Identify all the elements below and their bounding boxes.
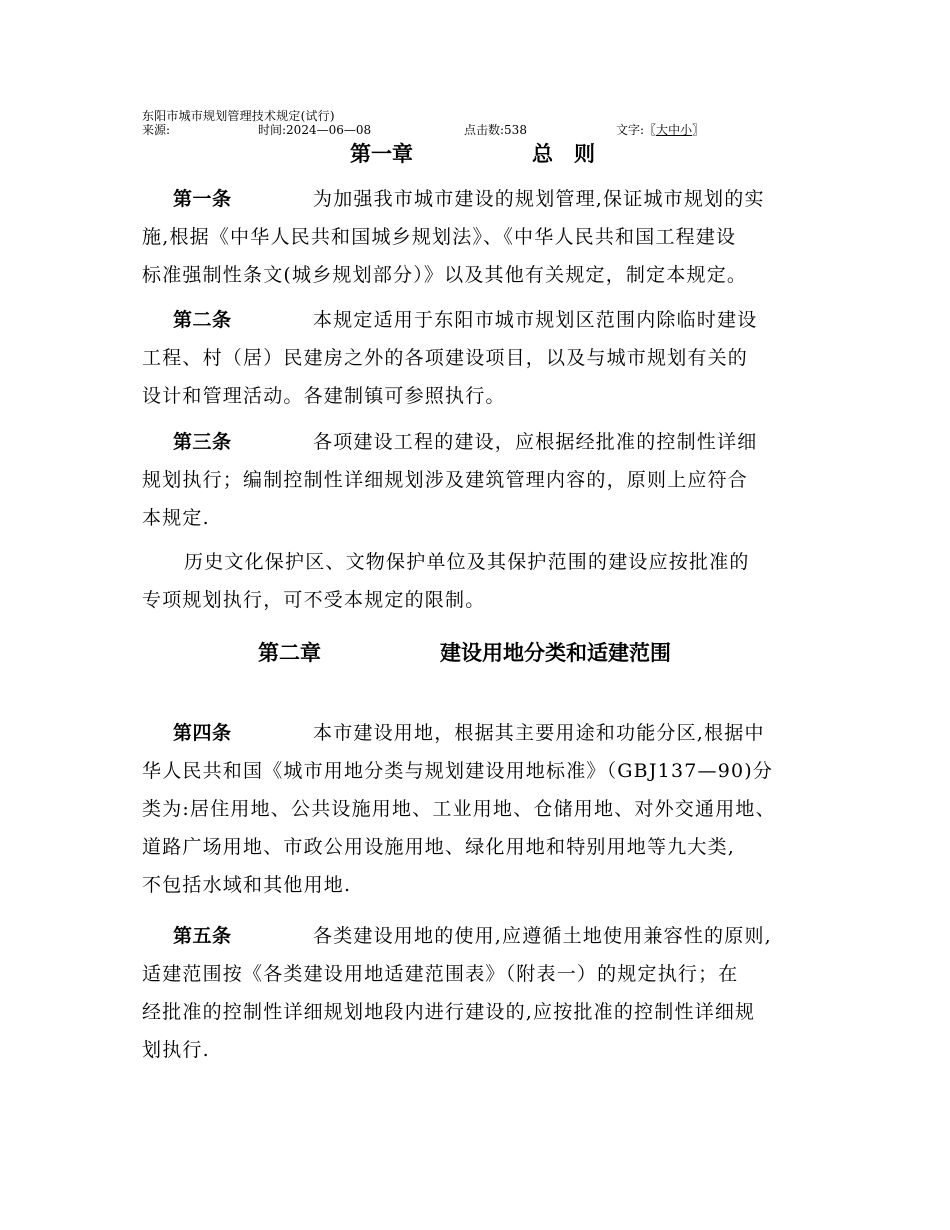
paragraph-line: 历史文化保护区、文物保护单位及其保护范围的建设应按批准的 (184, 551, 750, 573)
article-line: 类为:居住用地、公共设施用地、工业用地、仓储用地、对外交通用地、 (142, 798, 776, 820)
font-size-label: 文字:〖 (616, 123, 657, 137)
article-line: 工程、村（居）民建房之外的各项建设项目，以及与城市规划有关的 (142, 347, 749, 369)
article-text: 本市建设用地，根据其主要用途和功能分区,根据中 (313, 722, 765, 744)
publish-time: 时间:2024—06—08 (258, 123, 372, 137)
article-line (142, 917, 822, 955)
chapter-2-title: 建设用地分类和适建范围 (440, 640, 671, 665)
meta-info-row (142, 123, 782, 139)
article-3 (142, 423, 822, 537)
font-size-switcher (616, 123, 704, 137)
article-4 (142, 714, 822, 904)
source-label: 来源: (142, 123, 171, 137)
font-size-small-link[interactable]: 小 (680, 123, 693, 137)
article-text: 为加强我市城市建设的规划管理,保证城市规划的实 (313, 188, 765, 210)
chapter-2-heading (258, 640, 708, 666)
chapter-1-heading (350, 141, 610, 167)
chapter-2-number: 第二章 (258, 640, 321, 665)
click-count: 点击数:538 (464, 123, 527, 137)
article-line: 适建范围按《各类建设用地适建范围表》（附表一）的规定执行；在 (142, 963, 739, 985)
article-line (142, 180, 822, 218)
font-size-large-link[interactable]: 大 (656, 123, 669, 137)
article-label: 第三条 (173, 431, 232, 453)
article-label: 第四条 (173, 722, 232, 744)
article-text: 各类建设用地的使用,应遵循土地使用兼容性的原则, (313, 925, 772, 947)
article-text: 本规定适用于东阳市城市规划区范围内除临时建设 (313, 309, 758, 331)
font-size-close: 〗 (692, 123, 705, 137)
article-line: 经批准的控制性详细规划地段内进行建设的,应按批准的控制性详细规 (142, 1001, 756, 1023)
article-line (142, 714, 822, 752)
article-label: 第一条 (173, 188, 232, 210)
history-paragraph (142, 543, 822, 619)
document-title: 东阳市城市规划管理技术规定(试行) (142, 109, 335, 123)
article-line: 华人民共和国《城市用地分类与规划建设用地标准》（GBJ137—90)分 (142, 760, 774, 782)
article-1 (142, 180, 822, 294)
article-line: 道路广场用地、市政公用设施用地、绿化用地和特别用地等九大类, (142, 836, 736, 858)
article-line: 规划执行；编制控制性详细规划涉及建筑管理内容的，原则上应符合 (142, 469, 749, 491)
paragraph-line: 专项规划执行，可不受本规定的限制。 (142, 589, 486, 611)
article-label: 第二条 (173, 309, 232, 331)
article-2 (142, 301, 822, 415)
article-line: 施,根据《中华人民共和国城乡规划法》、《中华人民共和国工程建设 (142, 226, 737, 248)
article-label: 第五条 (173, 925, 232, 947)
article-line: 标准强制性条文(城乡规划部分）》以及其他有关规定，制定本规定。 (142, 264, 748, 286)
article-line: 本规定. (142, 507, 210, 529)
article-line (142, 301, 822, 339)
chapter-1-number: 第一章 (350, 141, 413, 166)
article-line (142, 423, 822, 461)
article-line: 不包括水域和其他用地. (142, 874, 352, 896)
chapter-1-title: 总 则 (532, 141, 595, 166)
font-size-medium-link[interactable]: 中 (668, 123, 681, 137)
article-line: 设计和管理活动。各建制镇可参照执行。 (142, 385, 506, 407)
article-5 (142, 917, 822, 1069)
article-text: 各项建设工程的建设，应根据经批准的控制性详细 (313, 431, 758, 453)
article-line: 划执行. (142, 1039, 210, 1061)
